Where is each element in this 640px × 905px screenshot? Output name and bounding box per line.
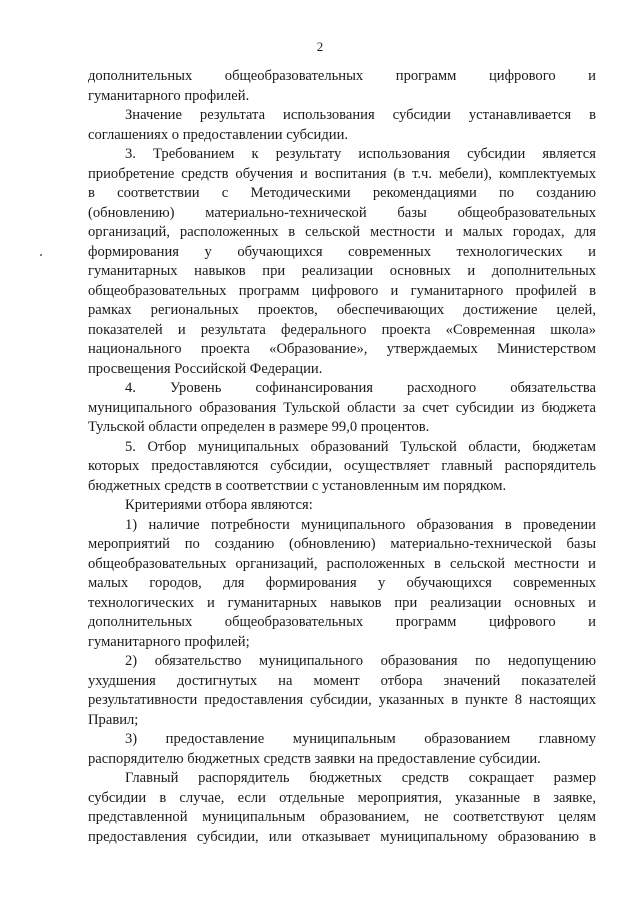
text-line: Значение результата использования субсидии устанавливается в	[125, 107, 596, 123]
text-line: Тульской области определен в размере 99,0 процентов.	[88, 419, 430, 435]
text-line: общеобразовательных организаций, расположенных в сельской местности и	[88, 555, 596, 572]
text-line: приобретение средств обучения и воспитания (в т.ч. мебели), комплектуемых	[88, 165, 596, 182]
text-line: Критериями отбора являются:	[125, 497, 313, 513]
document-body	[88, 67, 596, 847]
text-line: гуманитарных навыков при реализации основных и дополнительных	[88, 263, 596, 279]
text-line: общеобразовательных программ цифрового и гуманитарного профилей в	[88, 282, 596, 299]
text-line: Главный распорядитель бюджетных средств сокращает размер	[125, 770, 596, 786]
text-line: предоставления субсидии, или отказывает муниципальному образованию в	[88, 828, 596, 845]
text-line: гуманитарного профилей;	[88, 633, 250, 650]
text-line: рамках региональных проектов, обеспечивающих достижение целей,	[88, 302, 596, 318]
text-line: в соответствии с Методическими рекомендациями по созданию	[88, 185, 596, 201]
text-line: соглашениях о предоставлении субсидии.	[88, 126, 349, 143]
text-line: организаций, расположенных в сельской местности и малых городах, для	[88, 224, 596, 240]
text-line: просвещения Российской Федерации.	[88, 360, 323, 377]
text-line: (обновлению) материально-технической базы общеобразовательных	[88, 204, 596, 221]
text-line: которых предоставляются субсидии, осуществляет главный распорядитель	[88, 458, 596, 474]
text-line: показателей и результата федерального проекта «Современная школа»	[88, 321, 596, 338]
text-line: национального проекта «Образование», утверждаемых Министерством	[88, 341, 596, 357]
text-line: результативности предоставления субсидии, указанных в пункте 8 настоящих	[88, 692, 596, 708]
page-number: 2	[316, 39, 324, 54]
text-line: распорядителю бюджетных средств заявки на предоставление субсидии.	[88, 750, 541, 767]
text-line: дополнительных общеобразовательных программ цифрового и	[88, 68, 596, 84]
text-line: мероприятий по созданию (обновлению) материально-технической базы	[88, 536, 596, 552]
text-line: малых городов, для формирования у обучающихся современных	[88, 575, 596, 591]
text-line: 3. Требованием к результату использования субсидии является	[125, 146, 596, 162]
text-line: гуманитарного профилей.	[88, 87, 250, 104]
scan-speck	[40, 254, 42, 256]
text-line: 2) обязательство муниципального образования по недопущению	[125, 653, 596, 669]
text-line: 1) наличие потребности муниципального образования в проведении	[125, 516, 596, 533]
text-line: муниципального образования Тульской области за счет субсидии из бюджета	[88, 399, 596, 416]
text-line: 5. Отбор муниципальных образований Тульской области, бюджетам	[125, 438, 596, 455]
text-line: формирования у обучающихся современных технологических и	[88, 243, 596, 260]
text-line: дополнительных общеобразовательных программ цифрового и	[88, 614, 596, 630]
text-line: представленной муниципальным образованием, не соответствуют целям	[88, 809, 596, 825]
text-line: 3) предоставление муниципальным образованием главному	[125, 731, 596, 747]
text-line: Правил;	[88, 711, 139, 728]
text-line: субсидии в случае, если отдельные мероприятия, указанные в заявке,	[88, 789, 596, 806]
text-line: 4. Уровень софинансирования расходного обязательства	[125, 380, 596, 396]
text-line: технологических и гуманитарных навыков при реализации основных и	[88, 594, 596, 611]
text-line: ухудшения достигнутых на момент отбора значений показателей	[88, 672, 596, 689]
text-line: бюджетных средств в соответствии с установленным им порядком.	[88, 477, 507, 494]
